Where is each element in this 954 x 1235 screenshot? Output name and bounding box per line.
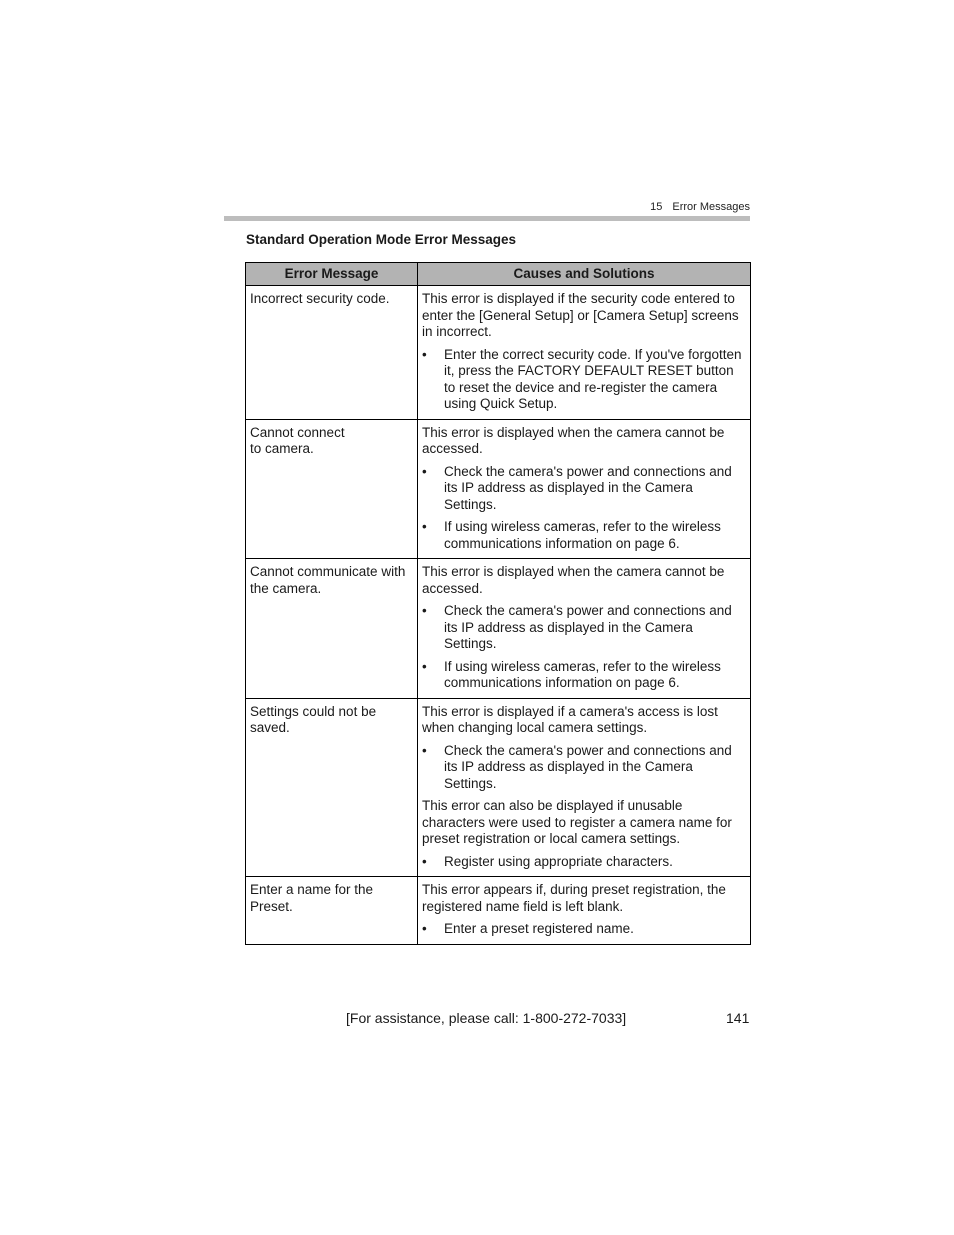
cause-paragraph: This error appears if, during preset registration, the registered name field is left blank. bbox=[422, 882, 726, 914]
chapter-title: Error Messages bbox=[672, 201, 750, 213]
error-message-cell: Incorrect security code. bbox=[246, 286, 418, 420]
bullet-text: If using wireless cameras, refer to the wireless communications information on page 6. bbox=[444, 658, 721, 690]
bullet-icon: • bbox=[422, 346, 427, 362]
cause-solution-cell bbox=[418, 419, 751, 559]
error-message-cell: Enter a name for the Preset. bbox=[246, 877, 418, 945]
solution-bullet bbox=[422, 603, 746, 653]
solution-bullet bbox=[422, 659, 746, 692]
bullet-text: Enter the correct security code. If you've forgotten it, press the FACTORY DEFAULT RESET button to reset the device and re-register the camera using Quick Setup. bbox=[444, 346, 742, 411]
cause-paragraph: This error can also be displayed if unusable characters were used to register a camera name for preset registration or local camera settings. bbox=[422, 798, 732, 846]
cause-paragraph: This error is displayed when the camera cannot be accessed. bbox=[422, 564, 725, 596]
bullet-icon: • bbox=[422, 603, 427, 618]
page-number: 141 bbox=[726, 1010, 750, 1026]
bullet-text: Check the camera's power and connections and its IP address as displayed in the Camera Settings. bbox=[444, 463, 732, 512]
bullet-icon: • bbox=[422, 519, 427, 534]
column-header-causes-solutions: Causes and Solutions bbox=[418, 263, 751, 286]
table-body bbox=[246, 286, 751, 945]
section-title: Standard Operation Mode Error Messages bbox=[246, 232, 517, 247]
running-header bbox=[224, 201, 750, 213]
solution-bullet bbox=[422, 854, 746, 871]
assistance-footer: [For assistance, please call: 1-800-272-7033] bbox=[346, 1010, 627, 1026]
bullet-icon: • bbox=[422, 742, 427, 758]
cause-solution-cell bbox=[418, 286, 751, 420]
table-row bbox=[246, 877, 751, 945]
bullet-icon: • bbox=[422, 658, 427, 674]
solution-bullet bbox=[422, 921, 746, 938]
cause-paragraph: This error is displayed if the security code entered to enter the [General Setup] or [Camera Setup] screens in incorrect. bbox=[422, 291, 739, 339]
column-header-error-message: Error Message bbox=[246, 263, 418, 286]
solution-bullet bbox=[422, 464, 746, 514]
solution-bullet bbox=[422, 347, 746, 413]
cause-paragraph: This error is displayed if a camera's access is lost when changing local camera settings. bbox=[422, 703, 718, 735]
chapter-number: 15 bbox=[650, 201, 663, 213]
table-row bbox=[246, 559, 751, 699]
bullet-text: Check the camera's power and connections and its IP address as displayed in the Camera Settings. bbox=[444, 603, 732, 651]
table-row bbox=[246, 286, 751, 420]
error-messages-table bbox=[245, 262, 751, 945]
solution-bullet bbox=[422, 743, 746, 793]
error-message-cell: Cannot connect to camera. bbox=[246, 419, 418, 559]
bullet-icon: • bbox=[422, 463, 427, 479]
bullet-icon: • bbox=[422, 853, 427, 869]
table-row bbox=[246, 419, 751, 559]
bullet-text: If using wireless cameras, refer to the wireless communications information on page 6. bbox=[444, 519, 721, 551]
table-header-row bbox=[246, 263, 751, 286]
cause-paragraph: This error is displayed when the camera cannot be accessed. bbox=[422, 424, 725, 456]
cause-solution-cell bbox=[418, 877, 751, 945]
bullet-text: Register using appropriate characters. bbox=[444, 853, 673, 869]
cause-solution-cell bbox=[418, 698, 751, 877]
header-rule bbox=[224, 216, 750, 221]
bullet-text: Enter a preset registered name. bbox=[444, 921, 634, 936]
solution-bullet bbox=[422, 519, 746, 552]
bullet-text: Check the camera's power and connections and its IP address as displayed in the Camera Settings. bbox=[444, 742, 732, 791]
cause-solution-cell bbox=[418, 559, 751, 699]
bullet-icon: • bbox=[422, 921, 427, 936]
error-message-cell: Settings could not be saved. bbox=[246, 698, 418, 877]
error-message-cell: Cannot communicate with the camera. bbox=[246, 559, 418, 699]
table-row bbox=[246, 698, 751, 877]
